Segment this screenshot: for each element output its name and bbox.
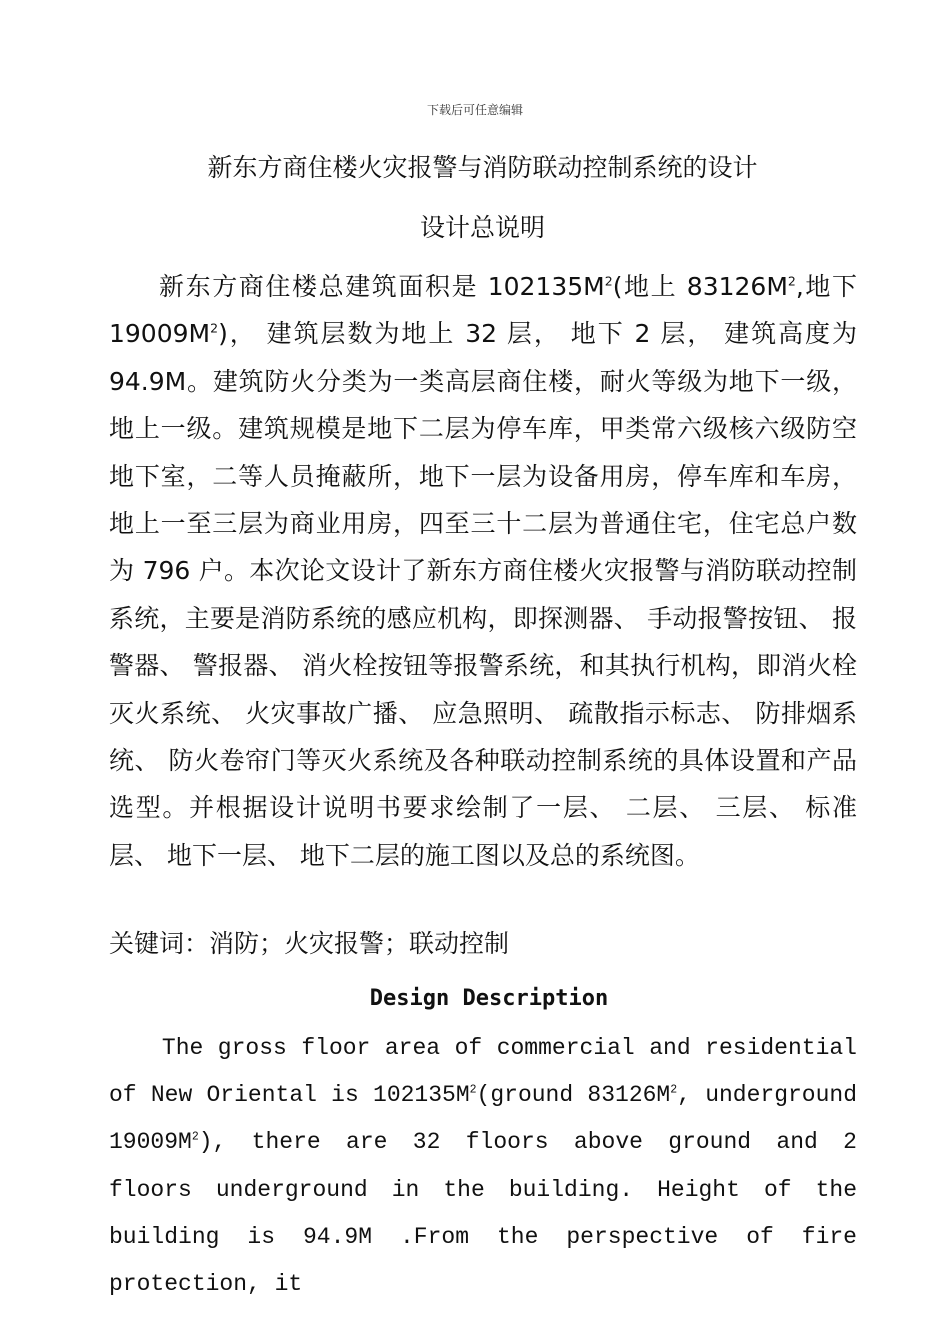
en-text-part-3: , underground 19009M [109, 1082, 858, 1156]
document-subtitle: 设计总说明 [419, 213, 545, 242]
cn-text-part-3: ,地下 19009M [109, 272, 858, 349]
cn-superscript-2: 2 [787, 273, 796, 289]
document-title: 新东方商住楼火灾报警与消防联动控制系统的设计 [207, 153, 758, 182]
header-note: 下载后可任意编辑 [426, 103, 523, 117]
en-text-part-4: ), there are 32 floors above ground and 2 floors underground in the building. Height of the building is 94.9M .From the perspective of fire protection, it [109, 1129, 857, 1298]
keywords-line: 关键词：消防；火灾报警；联动控制 [109, 929, 510, 958]
english-section-title: Design Description [369, 986, 609, 1011]
chinese-abstract-paragraph [109, 263, 857, 879]
cn-text-part-4: )， 建筑层数为地上 32 层， 地下 2 层， 建筑高度为 94.9M。建筑防火分类为一类高层商住楼，耐火等级为地下一级，地上一级。建筑规模是地下二层为停车库，甲类常六级核六级防空地下室，二等人员掩蔽所，地下一层为设备用房，停车库和车房，地上一至三层为商业用房，四至三十二层为普通住宅，住宅总户数为 796 户。本次论文设计了新东方商住楼火灾报警与消防联动控制系统，主要是消防系统的感应机构，即探测器、 手动报警按钮、 报警器、 警报器、 消火栓按钮等报警系统，和其执行机构，即消火栓灭火系统、 火灾事故广播、 应急照明、 疏散指示标志、 防排烟系统、 防火卷帘门等灭火系统及各种联动控制系统的具体设置和产品选型。并根据设计说明书要求绘制了一层、 二层、 三层、 标准层、 地下一层、 地下二层的施工图以及总的系统图。 [109, 319, 857, 870]
cn-text-part-2: (地上 83126M [612, 272, 788, 301]
cn-superscript-3: 2 [210, 321, 219, 337]
en-text-part-2: (ground 83126M [476, 1082, 671, 1109]
en-superscript-1: 2 [469, 1083, 477, 1097]
en-superscript-3: 2 [191, 1130, 199, 1144]
en-text-part-1: The gross floor area of commercial and residential of New Oriental is 102135M [109, 1035, 857, 1109]
en-superscript-2: 2 [670, 1083, 678, 1097]
cn-text-part-1: 新东方商住楼总建筑面积是 102135M [159, 272, 605, 301]
english-abstract-paragraph [109, 1025, 857, 1308]
cn-superscript-1: 2 [604, 273, 613, 289]
